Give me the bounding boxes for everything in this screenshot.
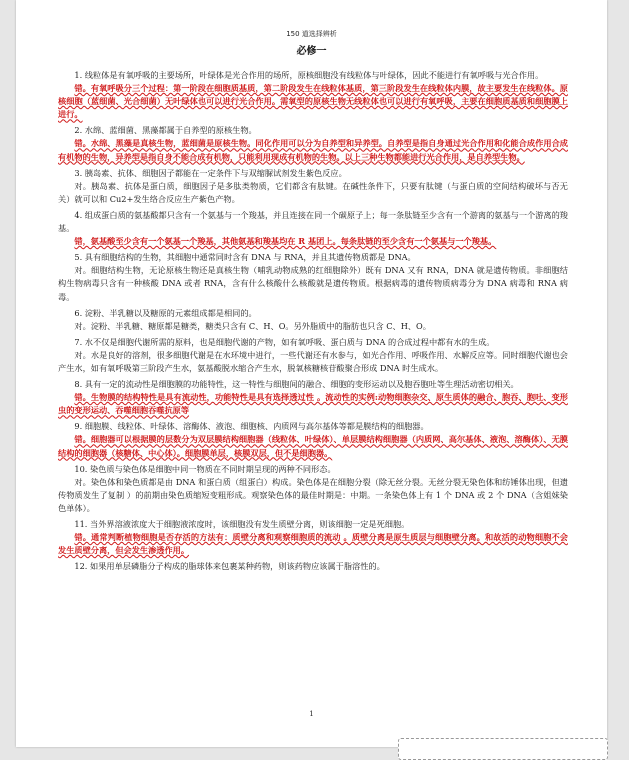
question-paragraph: 5. 具有细胞结构的生物，其细胞中通常同时含有 DNA 与 RNA，并且其遗传物质都是 DNA。 bbox=[74, 252, 416, 263]
question-paragraph: 7. 水不仅是细胞代谢所需的原料，也是细胞代谢的产物，如有氧呼吸、蛋白质与 DNA 的合成过程中都有水的生成。 bbox=[74, 336, 495, 347]
answer-highlight: 错，氨基酸至少含有一个氨基一个羧基，其他氨基和羧基均在 R 基团上。每条肽链的至少含有一个氨基与一个羧基。 bbox=[74, 236, 497, 247]
answer-highlight: 错。水绵、黑藻是真核生物，蓝细菌是原核生物。同化作用可以分为自养型和异养型。自养型是指自身通过光合作用和化能合成作用合成有机物的生物，异养型是指自身不能合成有机物，只能利用现成有机物的生物。以上三种生物都能进行光合作用，是自养型生物。 bbox=[58, 138, 568, 162]
answer-paragraph: 对。细胞结构生物，无论原核生物还是真核生物（哺乳动物成熟的红细胞除外）既有 DNA 又有 RNA，DNA 就是遗传物质。非细胞结构生物病毒只含有一种核酸 DNA 或者 RNA，含有什么核酸什么核酸就是遗传物质。根据病毒的遗传物质病毒分为 DNA 病毒和 RNA 病毒。 bbox=[58, 265, 568, 302]
document-page bbox=[16, 0, 607, 747]
page-number: 1 bbox=[309, 710, 314, 718]
question-paragraph: 4. 组成蛋白质的氨基酸都只含有一个氨基与一个羧基，并且连接在同一个碳原子上；每一条肽链至少含有一个游离的氨基与一个游离的羧基。 bbox=[58, 209, 568, 234]
question-paragraph: 12. 如果用单层磷脂分子构成的脂球体来包裹某种药物，则该药物应该属于脂溶性的。 bbox=[74, 561, 385, 572]
answer-paragraph bbox=[58, 137, 568, 163]
question-paragraph: 6. 淀粉、半乳糖以及糖原的元素组成都是相同的。 bbox=[74, 307, 257, 318]
answer-paragraph bbox=[58, 433, 568, 459]
question-paragraph: 1. 线粒体是有氧呼吸的主要场所，叶绿体是光合作用的场所，原核细胞没有线粒体与叶绿体，因此不能进行有氧呼吸与光合作用。 bbox=[74, 70, 544, 80]
answer-highlight: 错。通常判断植物细胞是否存活的方法有：质壁分离和观察细胞质的流动 。质壁分离是原生质层与细胞壁分离。和故活的动物细胞不会发生质壁分离，但会发生渗透作用。 bbox=[58, 532, 568, 556]
answer-paragraph: 对。染色体和染色质都是由 DNA 和蛋白质（组蛋白）构成。染色体是在细胞分裂（除无丝分裂。无丝分裂无染色体和纺锤体出现，但遗传物质发生了复制 ）的前期由染色质缩短变粗形成。观察染色体的最佳时期是：中期。一条染色体上有 1 个 DNA 或 2 个 DNA（含姐妹染色单体）。 bbox=[58, 476, 568, 513]
question-paragraph: 3. 胰岛素、抗体、细胞因子都能在一定条件下与双缩脲试剂发生紫色反应。 bbox=[74, 167, 347, 178]
answer-paragraph: 对。胰岛素、抗体是蛋白质，细胞因子是多肽类物质，它们都含有肽键。在碱性条件下，只要有肽键（与蛋白质的空间结构破坏与否无关）就可以和 Cu2+发生络合反应生产紫色产物。 bbox=[58, 180, 568, 204]
answer-paragraph: 对。淀粉、半乳糖、糖原都是糖类，糖类只含有 C、H、O。另外脂质中的脂肪也只含 C、H、O。 bbox=[74, 320, 431, 331]
question-paragraph: 8. 具有一定的流动性是细胞膜的功能特性，这一特性与细胞间的融合、细胞的变形运动以及胞吞胞吐等生理活动密切相关。 bbox=[74, 379, 519, 390]
section-title: 必修一 bbox=[296, 46, 327, 57]
question-paragraph: 9. 细胞膜、线粒体、叶绿体、溶酶体、液泡、细胞核、内质网与高尔基体等都是膜结构的细胞器。 bbox=[74, 421, 429, 432]
document-header: 150 道选择辨析 bbox=[286, 30, 337, 38]
answer-highlight: 错。生物膜的结构特性是具有流动性，功能特性是具有选择透过性 。流动性的实例:动物细胞杂交、原生质体的融合、胞吞、胞吐、变形虫的变形运动、吞噬细胞吞噬抗原等 bbox=[58, 392, 568, 416]
answer-highlight: 错。细胞器可以根据膜的层数分为双层膜结构细胞器（线粒体、叶绿体）、单层膜结构细胞器（内质网、高尔基体、液泡、溶酶体）、无膜结构的细胞器（核糖体、中心体）。细胞膜单层，核膜双层，但不是细胞器。 bbox=[58, 434, 568, 458]
answer-highlight: 错。有氧呼吸分三个过程：第一阶段在细胞质基质，第二阶段发生在线粒体基质，第三阶段发生在线粒体内膜，故主要发生在线粒体。原核细胞（蓝细菌、光合细菌）无叶绿体也可以进行光合作用。需氧型的原核生物无线粒体也可以进行有氧呼吸，主要在细胞质基质和细胞膜上进行。 bbox=[58, 83, 568, 120]
answer-paragraph bbox=[58, 391, 568, 417]
question-paragraph: 11. 当外界溶液浓度大于细胞液浓度时，该细胞没有发生质壁分离，则该细胞一定是死细胞。 bbox=[74, 519, 410, 529]
document-body bbox=[58, 69, 568, 573]
answer-paragraph bbox=[58, 531, 568, 557]
answer-paragraph bbox=[58, 82, 568, 121]
answer-paragraph: 对。水是良好的溶剂，很多细胞代谢是在水环境中进行，一些代谢还有水参与，如光合作用、呼吸作用、水解反应等。同时细胞代谢也会产生水，如有氧呼吸第三阶段产生水，氨基酸脱水缩合产生水，脱氧核糖核苷酸聚合形成 DNA 时生成水。 bbox=[58, 349, 568, 373]
question-paragraph: 2. 水绵、蓝细菌、黑藻都属于自养型的原核生物。 bbox=[74, 125, 257, 136]
answer-paragraph bbox=[58, 235, 568, 248]
next-page-edge bbox=[398, 738, 608, 760]
question-paragraph: 10. 染色质与染色体是细胞中同一物质在不同时期呈现的两种不同形态。 bbox=[74, 463, 336, 474]
